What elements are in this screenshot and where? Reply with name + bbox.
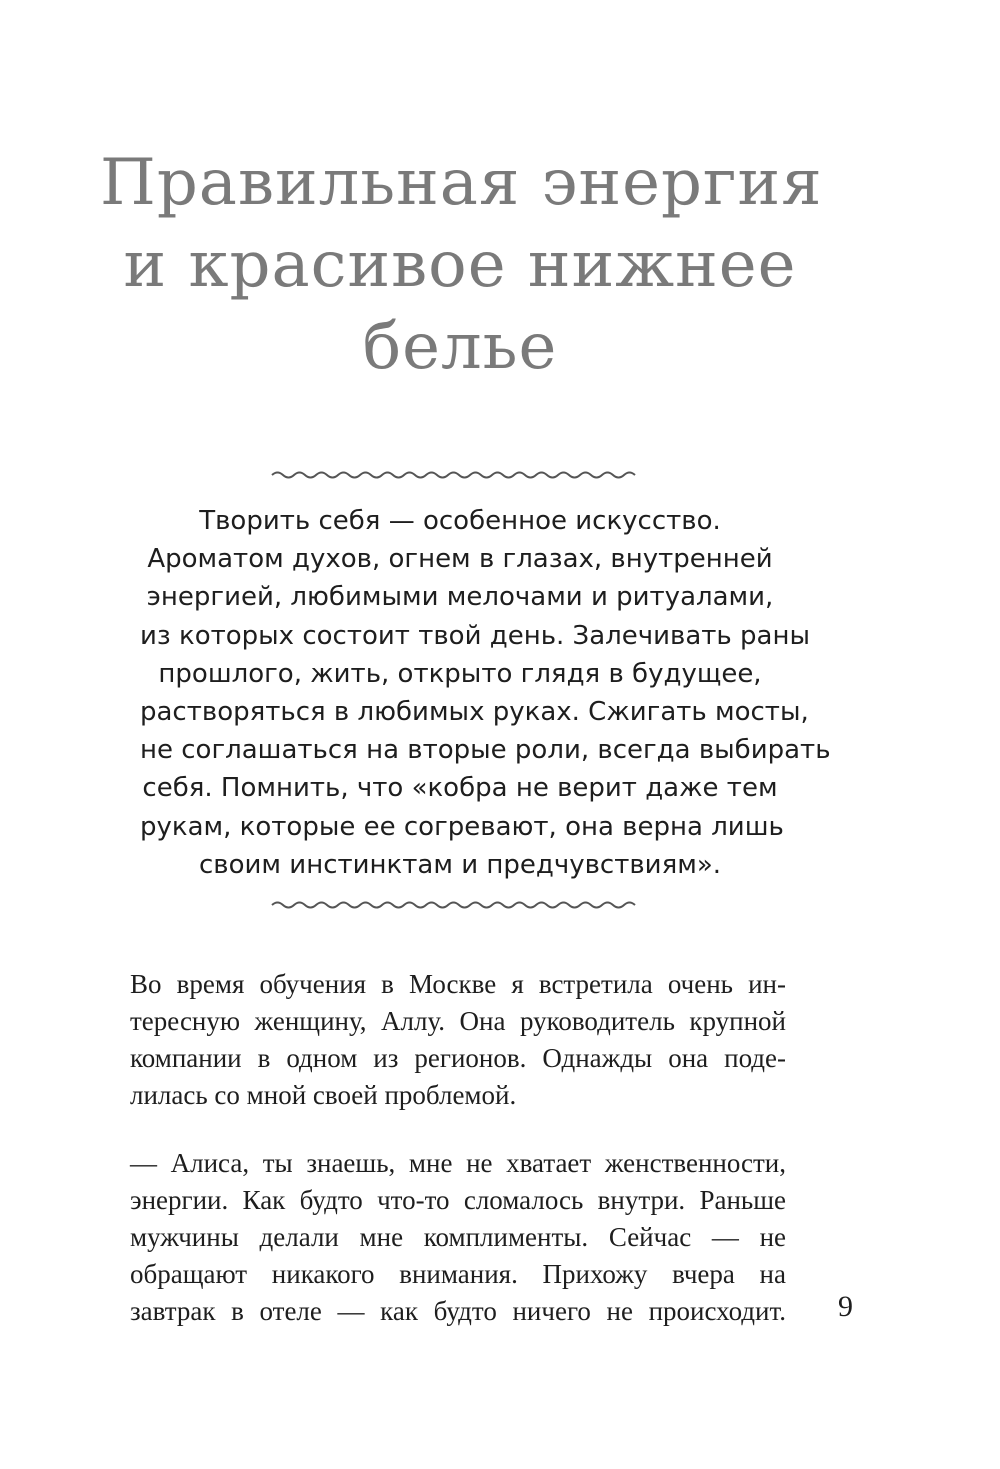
epigraph-line: из которых состоит твой день. Залечивать раны	[140, 620, 810, 651]
epigraph-line: прошлого, жить, открыто глядя в будущее,	[158, 658, 762, 689]
epigraph-line: своим инстинктам и предчувствиям».	[199, 849, 721, 880]
chapter-title-line: и красивое нижнее	[123, 228, 797, 302]
wavy-divider-top	[270, 466, 642, 484]
body-line: тересную женщину, Аллу. Она руководитель крупной	[130, 1006, 786, 1036]
body-paragraph-2	[130, 1145, 786, 1330]
chapter-title-line: Правильная энергия	[100, 146, 823, 220]
epigraph-line: Ароматом духов, огнем в глазах, внутренней	[147, 544, 773, 575]
body-line: лилась со мной своей проблемой.	[130, 1080, 517, 1110]
page-number: 9	[838, 1290, 853, 1323]
body-line: мужчины делали мне комплименты. Сейчас — не	[130, 1222, 786, 1252]
epigraph-line: не соглашаться на вторые роли, всегда выбирать	[140, 735, 831, 766]
wavy-divider-bottom	[270, 896, 642, 914]
body-line: компании в одном из регионов. Однажды она поде-	[130, 1043, 786, 1073]
body-line: обращают никакого внимания. Прихожу вчера на	[130, 1259, 786, 1289]
epigraph	[140, 502, 831, 884]
chapter-title	[100, 142, 823, 388]
epigraph-line: энергией, любимыми мелочами и ритуалами,	[146, 582, 774, 613]
epigraph-line: Творить себя — особенное искусство.	[199, 506, 721, 536]
epigraph-line: растворяться в любимых руках. Сжигать мосты,	[140, 697, 809, 728]
body-line: завтрак в отеле — как будто ничего не происходит.	[130, 1296, 786, 1326]
body-line: — Алиса, ты знаешь, мне не хватает женственности,	[130, 1148, 786, 1178]
body-line: энергии. Как будто что-то сломалось внутри. Раньше	[130, 1185, 786, 1215]
epigraph-line: себя. Помнить, что «кобра не верит даже тем	[142, 773, 778, 804]
chapter-title-line: белье	[362, 310, 558, 384]
body-line: Во время обучения в Москве я встретила очень ин-	[130, 969, 786, 999]
epigraph-line: рукам, которые ее согревают, она верна лишь	[140, 811, 784, 842]
body-paragraph-1	[130, 966, 786, 1114]
